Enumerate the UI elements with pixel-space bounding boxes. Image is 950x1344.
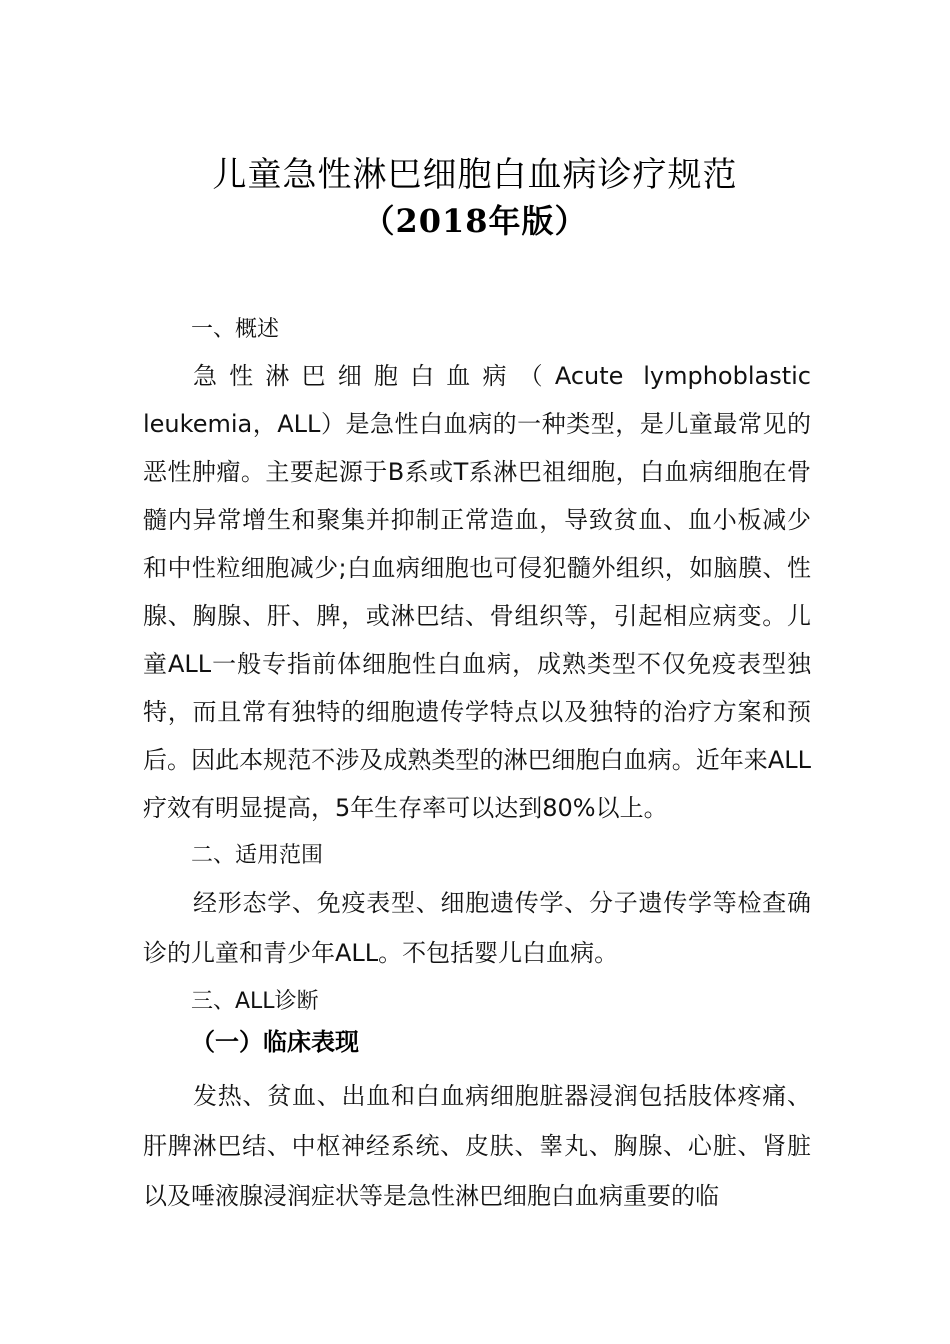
section-paragraph-overview: 急性淋巴细胞白血病（Acute lymphoblastic leukemia，ALL）是急性白血病的一种类型，是儿童最常见的恶性肿瘤。主要起源于B系或T系淋巴祖细胞，白血病细胞在骨髓内异常增生和聚集并抑制正常造血，导致贫血、血小板减少和中性粒细胞减少;白血病细胞也可侵犯髓外组织，如脑膜、性腺、胸腺、肝、脾，或淋巴结、骨组织等，引起相应病变。儿童ALL一般专指前体细胞性白血病，成熟类型不仅免疫表型独特，而且常有独特的细胞遗传学特点以及独特的治疗方案和预后。因此本规范不涉及成熟类型的淋巴细胞白血病。近年来ALL疗效有明显提高，5年生存率可以达到80%以上。 [143,362,811,822]
section-paragraph-scope: 经形态学、免疫表型、细胞遗传学、分子遗传学等检查确诊的儿童和青少年ALL。不包括婴儿白血病。 [143,889,811,967]
document-title: 儿童急性淋巴细胞白血病诊疗规范 [212,155,738,195]
section-heading-diagnosis: 三、ALL诊断 [191,989,319,1014]
section-paragraph-clinical: 发热、贫血、出血和白血病细胞脏器浸润包括肢体疼痛、肝脾淋巴结、中枢神经系统、皮肤、睾丸、胸腺、心脏、肾脏以及唾液腺浸润症状等是急性淋巴细胞白血病重要的临 [143,1082,811,1210]
subsection-heading-clinical: （一）临床表现 [191,1028,359,1056]
section-heading-scope: 二、适用范围 [191,843,324,868]
section-heading-overview: 一、概述 [191,317,280,342]
document-edition: （2018年版） [362,202,588,240]
